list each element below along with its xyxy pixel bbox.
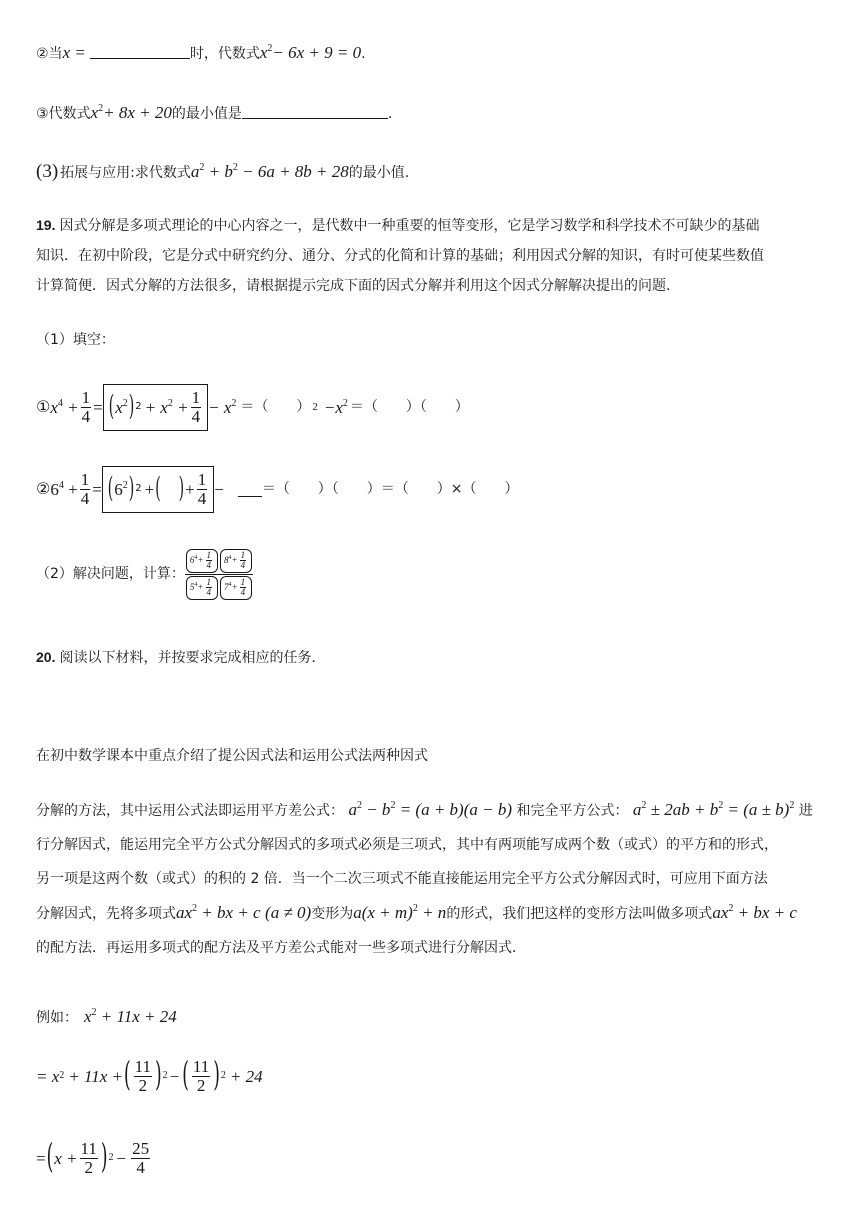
q19-part1-label: （1）填空： <box>36 332 115 348</box>
q19-item1-label: ① <box>36 397 51 417</box>
q19-part2 <box>36 548 253 601</box>
q18-item2-blank[interactable] <box>90 44 190 59</box>
q18-part3-prefix: 拓展与应用:求代数式 <box>60 165 191 181</box>
q20-number: 20. <box>36 649 56 665</box>
q18-item2-x2: $x^2$ <box>259 43 273 62</box>
q18-part3: (3) 拓展与应用:求代数式$a^2 + b^2 - 6a + 8b + 28$的最小值. <box>36 161 410 182</box>
q19-part2-label: （2）解决问题，计算： <box>36 566 185 583</box>
q20-stem: 20. 阅读以下材料，并按要求完成相应的任务． <box>36 649 326 666</box>
q18-item3-prefix: ③代数式 <box>36 106 91 122</box>
q19-item1-quarter: $\frac{1}{4}$ <box>81 388 91 426</box>
q18-part3-expr: − 6a + 8b + 28 <box>242 162 349 181</box>
q19-stem-line3: 计算简便．因式分解的方法很多，请根据提示完成下面的因式分解并利用这个因式分解解决提出的问题． <box>36 278 680 294</box>
q20-step1: = x 2 + 11x + ( $\frac{11}{2}$ ) 2 − ( $\frac{11}{2}$ ) 2 + 24 <box>36 1055 263 1096</box>
q20-line3: 另一项是这两个数（或式）的积的 2 倍．当一个二次三项式不能直接能运用完全平方公式分解因式时，可应用下面方法 <box>36 871 768 887</box>
q19-item2-bracket: ( $6^2$ ) 2 + ( ) + $\frac{1}{4}$ <box>102 466 214 513</box>
q20-line1: 分解的方法，其中运用公式法即运用平方差公式： $a^2 - b^2 = (a + b)(a - b)$ 和完全平方公式： $a^2 \pm 2ab + b^2 = (a \pm b)^2$ 进 <box>36 800 813 819</box>
q19-item1: ① $x^4$ + $\frac{1}{4}$ = ( $x^2$ ) 2 + $x^2$ + $\frac{1}{4}$ − $x^2$ ＝（ ） 2 $-x^2$ ＝（ ）（ ） <box>36 384 469 431</box>
q20-intro: 在初中数学课本中重点介绍了提公因式法和运用公式法两种因式 <box>36 748 428 764</box>
q18-item2-prefix: ②当 <box>36 46 63 62</box>
q18-item3-expr: + 8x + 20 <box>103 103 172 122</box>
q19-item2-label: ② <box>36 479 51 499</box>
q20-line4: 分解因式，先将多项式$ax^2$ + bx + c (a ≠ 0)变形为$a(x + m)^2 + n$的形式，我们把这样的变形方法叫做多项式$ax^2$ + bx + c <box>36 903 797 922</box>
q18-item2-expr: − 6x + 9 = 0 <box>272 43 362 62</box>
q19-item1-bracket: ( $x^2$ ) 2 + $x^2$ + $\frac{1}{4}$ <box>103 384 208 431</box>
q19-item2-blank[interactable] <box>238 482 262 497</box>
q20-line5: 的配方法．再运用多项式的配方法及平方差公式能对一些多项式进行分解因式． <box>36 940 526 956</box>
q19-stem-line1: 因式分解是多项式理论的中心内容之一，是代数中一种重要的恒等变形，它是学习数学和科学技术不可缺少的基础 <box>59 218 760 234</box>
q18-item2-x: x = <box>62 43 86 62</box>
q19-item2-tail[interactable]: ＝（ ）（ ）＝（ ）×（ ） <box>261 481 519 498</box>
q18-item2: ②当x = 时，代数式$x^2- 6x + 9 = 0$. <box>36 43 366 62</box>
q19-item1-blank-a[interactable]: ＝（ ） <box>240 399 311 416</box>
q20-line2: 行分解因式，能运用完全平方公式分解因式的多项式必须是三项式，其中有两项能写成两个数（或式）的平方和的形式， <box>36 837 778 853</box>
q18-item3: ③代数式$x^2+ 8x + 20$的最小值是 . <box>36 103 393 122</box>
q20-step2: = ( x + $\frac{11}{2}$ ) 2 − $\frac{25}{4}$ <box>36 1137 150 1178</box>
q19-item2: ② $6^4$ + $\frac{1}{4}$ = ( $6^2$ ) 2 + ( ) + $\frac{1}{4}$ − ＝（ ）（ ）＝（ ）×（ ） <box>36 466 519 513</box>
q19-stem <box>36 210 826 301</box>
q20-example: 例如： $x^2 + 11x + 24$ <box>36 1007 177 1026</box>
q19-item1-blank-b[interactable]: ＝（ ）（ ） <box>349 399 469 416</box>
q19-number: 19. <box>36 217 56 233</box>
q19-stem-line2: 知识．在初中阶段，它是分式中研究约分、通分、分式的化简和计算的基础；利用因式分解的知识，有时可使某些数值 <box>36 248 764 264</box>
q18-item2-middle: 时，代数式 <box>189 46 260 62</box>
q18-part3-number: (3) <box>36 161 59 182</box>
q18-item3-middle: 的最小值是 <box>171 106 242 122</box>
q20-paragraph <box>36 793 826 965</box>
q19-part2-fraction: $6^4+$ $\frac{1}{4}$ $8^4+$ $\frac{1}{4}$ $5^4+$ $\frac{1}{4}$ $7^4+$ $\frac{1}{4}$ <box>185 548 253 601</box>
q18-item3-blank[interactable] <box>242 104 388 119</box>
